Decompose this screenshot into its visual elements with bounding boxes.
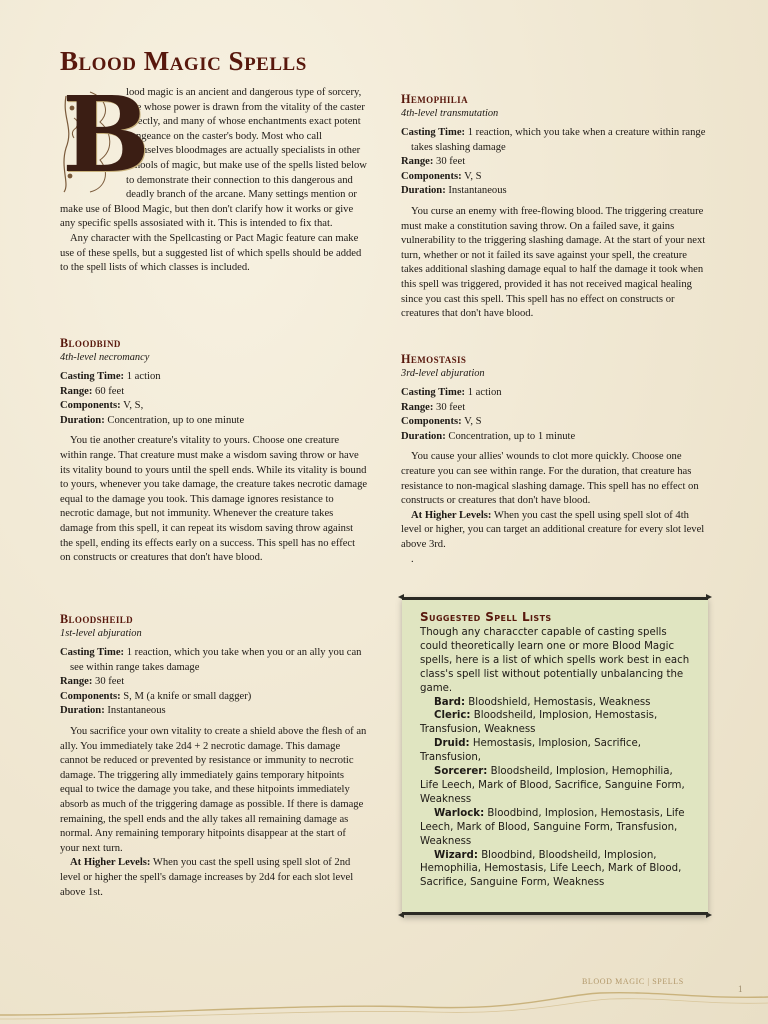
components <box>60 690 368 705</box>
dropcap-letter: B <box>62 73 150 196</box>
casting-time <box>401 386 709 401</box>
spell-school: 3rd-level abjuration <box>401 368 485 379</box>
spell-description: You cause your allies' wounds to clot more quickly. Choose one creature you can see within range. For the duration, that creature has resistance to non-magical slashing damage. This spell has no effect on constructs or creatures that don't have blood. <box>401 451 699 507</box>
class-spells: Bloodbind, Implosion, Hemostasis, Life Leech, Mark of Blood, Sanguine Form, Transfusion, Weakness <box>420 807 685 847</box>
duration-value: Concentration, up to one minute <box>107 414 245 426</box>
class-list-warlock <box>420 807 691 849</box>
spell-hemophilia <box>401 92 709 322</box>
sidebar-intro: Though any characcter capable of casting spells could theoretically learn one or more Blood Magic spells, here is a list of which spells work best in each class's spell list without potentially unbalancing the game. <box>420 627 690 694</box>
class-name: Druid: <box>434 738 470 750</box>
duration-label: Duration: <box>401 185 446 197</box>
casting-time <box>401 126 709 155</box>
components <box>401 170 709 185</box>
class-spells: Bloodshield, Hemostasis, Weakness <box>468 696 651 708</box>
spell-bloodsheild <box>60 612 368 900</box>
casting-time-value: 1 reaction, which you take when you or an ally you can see within range takes damage <box>70 647 362 673</box>
spell-description: You sacrifice your own vitality to create a shield above the flesh of an ally. You immediately take 2d4 + 2 necrotic damage. This damage cannot be reduced or prevented by resistance or immunity to necrotic damage. The triggering ally immediately gains temporary hitpoints equal to twice the damage you take, and these hitpoints immediately absorb as much of the triggering damage as possible. If there is damage remaining, the spell ends and the ally takes all remaining damage as normal. Any remaining temporary hitpoints disappear at the start of your next turn. <box>60 725 367 854</box>
drop-cap <box>60 73 150 196</box>
spell-description: You tie another creature's vitality to yours. Choose one creature within range. That creature must make a wisdom saving throw or have its vitality bound to yours until the spell ends. While its vitality is bound to yours, whenever you take damage, the creature takes necrotic damage equal to the damage you took. This damage ignores resistance to necrotic damage, but not immunity. Whenever the creature takes damage from this spell, it can repeat its wisdom saving throw against the spell, ending its effects early on a success. This spell has no effect on constructs or creatures that don't have blood. <box>60 435 368 564</box>
components <box>60 399 368 414</box>
spell-school: 4th-level transmutation <box>401 108 499 119</box>
sidebar-title: Suggested Spell Lists <box>420 610 552 624</box>
components-label: Components: <box>60 400 121 412</box>
higher-levels <box>60 856 368 900</box>
higher-levels-text: When you cast the spell using spell slot of 4th level or higher, you can target an additional creature for every slot level above 3rd. <box>401 509 705 550</box>
range-label: Range: <box>60 676 93 688</box>
duration <box>60 704 368 719</box>
class-spells: Hemostasis, Implosion, Sacrifice, Transfusion, <box>420 738 642 764</box>
casting-time-value: 1 action <box>126 371 161 382</box>
range <box>60 675 368 690</box>
components-value: V, S <box>464 416 482 428</box>
range-value: 30 feet <box>436 401 466 413</box>
spell-school: 1st-level abjuration <box>60 628 142 639</box>
components-label: Components: <box>401 416 462 428</box>
footer-ornament-icon <box>0 985 768 1024</box>
components-label: Components: <box>60 690 121 702</box>
class-name: Bard: <box>434 696 466 708</box>
spell-school: 4th-level necromancy <box>60 352 150 363</box>
class-spells: Bloodbind, Bloodsheild, Implosion, Hemophilia, Hemostasis, Life Leech, Mark of Blood, Sacrifice, Sanguine Form, Weakness <box>420 849 682 889</box>
casting-time-label: Casting Time: <box>401 127 466 138</box>
components <box>401 415 709 430</box>
class-list-wizard <box>420 849 691 891</box>
class-list-sorcerer <box>420 765 691 807</box>
range-value: 30 feet <box>95 676 125 688</box>
components-value: V, S, <box>123 400 144 412</box>
range-label: Range: <box>401 401 434 413</box>
class-list-cleric <box>420 709 691 737</box>
page-title: Blood Magic Spells <box>60 46 307 76</box>
class-list-druid <box>420 737 691 765</box>
higher-levels-label: At Higher Levels: <box>70 857 151 869</box>
casting-time-label: Casting Time: <box>60 371 125 382</box>
class-name: Warlock: <box>434 807 485 819</box>
components-value: S, M (a knife or small dagger) <box>123 690 252 702</box>
suggested-spell-lists-box <box>402 597 708 915</box>
casting-time-value: 1 action <box>467 387 502 398</box>
duration-label: Duration: <box>60 414 105 426</box>
spell-title: Hemostasis <box>401 352 467 366</box>
duration <box>401 184 709 199</box>
intro-section <box>60 73 368 276</box>
spell-title: Bloodbind <box>60 336 121 350</box>
duration-label: Duration: <box>60 705 105 717</box>
higher-levels-label: At Higher Levels: <box>411 509 492 521</box>
range-value: 30 feet <box>436 156 466 168</box>
duration-value: Instantaneous <box>448 185 507 197</box>
spell-description: You curse an enemy with free-flowing blood. The triggering creature must make a constitution saving throw. On a failed save, it gains vulnerability to the triggering slashing damage. At the start of your next turn, whether or not it failed its save against your spell, the creature takes additional slashing damage equal to half the damage it took when this spell was triggered, provided it has not received magical healing since you cast this spell. This spell has no effect on constructs or creatures that don't have blood. <box>401 205 706 320</box>
range-label: Range: <box>401 156 434 168</box>
trailing-mark: . <box>411 553 414 565</box>
class-name: Sorcerer: <box>434 766 488 778</box>
components-value: V, S <box>464 170 482 182</box>
page-number: 1 <box>738 984 743 994</box>
casting-time-value: 1 reaction, which you take when a creature within range takes slashing damage <box>411 127 706 153</box>
higher-levels <box>401 509 709 553</box>
higher-levels-text: When you cast the spell using spell slot of 2nd level or higher the spell's damage increases by 2d4 for each slot level above 1st. <box>60 857 354 898</box>
casting-time <box>60 370 368 385</box>
range <box>401 155 709 170</box>
sidebar-body <box>420 626 691 890</box>
duration <box>60 414 368 429</box>
spell-title: Bloodsheild <box>60 612 134 626</box>
spell-hemostasis <box>401 352 709 567</box>
range <box>401 401 709 416</box>
casting-time-label: Casting Time: <box>401 387 466 398</box>
class-name: Cleric: <box>434 710 471 722</box>
casting-time <box>60 646 368 675</box>
duration-value: Concentration, up to 1 minute <box>448 430 576 442</box>
range-value: 60 feet <box>95 385 125 397</box>
class-name: Wizard: <box>434 849 478 861</box>
class-spells: Bloodsheild, Implosion, Hemophilia, Life Leech, Mark of Blood, Sacrifice, Sanguine Form, Weakness <box>420 766 685 805</box>
intro-paragraph-2: Any character with the Spellcasting or Pact Magic feature can make use of these spells, but a suggested list of which spells should be added to the spell lists of which classes is included. <box>60 232 362 274</box>
spell-title: Hemophilia <box>401 92 468 106</box>
duration <box>401 430 709 445</box>
casting-time-label: Casting Time: <box>60 647 125 658</box>
duration-label: Duration: <box>401 430 446 442</box>
intro-paragraph-1: lood magic is an ancient and dangerous type of sorcery, one whose power is drawn from the vitality of the caster directly, and many of whose enchantments exact potent vengeance on the caster's body. Most who call themselves bloodmages are actually specialists in other schools of magic, but make use of the spells listed below to demonstrate their connection to this dangerous and deadly branch of the arcane. Many settings mention or make use of Blood Magic, but then don't clarify how it works or give any specific spells assosiated with it. This is intended to fix that. <box>60 87 367 230</box>
range <box>60 385 368 400</box>
components-label: Components: <box>401 170 462 182</box>
range-label: Range: <box>60 385 93 397</box>
class-list-bard <box>420 696 691 710</box>
duration-value: Instantaneous <box>107 705 166 717</box>
footer-label: BLOOD MAGIC | SPELLS <box>582 977 684 986</box>
spell-bloodbind <box>60 336 368 566</box>
class-spells: Bloodsheild, Implosion, Hemostasis, Transfusion, Weakness <box>420 710 658 736</box>
